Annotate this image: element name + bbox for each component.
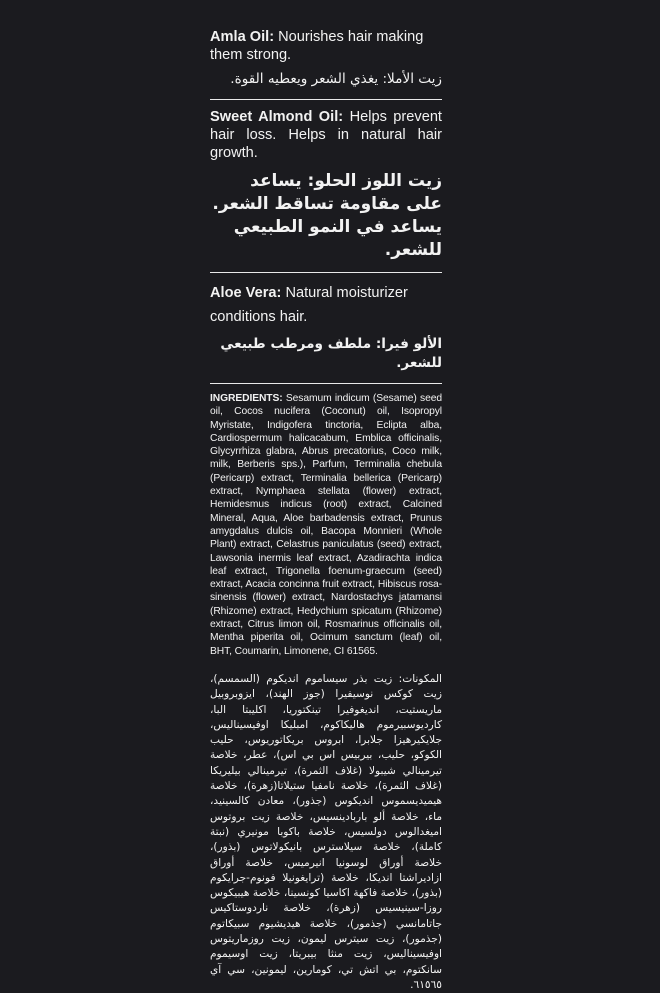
almond-oil-section	[210, 108, 442, 262]
section-divider	[210, 383, 442, 384]
amla-oil-section	[210, 28, 442, 89]
ingredients-list: Sesamum indicum (Sesame) seed oil, Cocos nucifera (Coconut) oil, Isopropyl Myristate, Indigofera tinctoria, Eclipta alba, Cardiospermum halicacabum, Emblica officinalis, Glycyrrhiza glabra, Abrus precatorius, Coco milk, milk, Berberis sps.), Parfum, Terminalia chebula (Pericarp) extract, Terminalia bellerica (Pericarp) extract, Nymphaea stellata (flower) extract, Hemidesmus indicus (root) extract, Calcined Mineral, Aqua, Aloe barbadensis extract, Prunus amygdalus dulcis oil, Bacopa Monnieri (Whole Plant) extract, Celastrus paniculatus (seed) extract, Lawsonia inermis leaf extract, Azadirachta indica leaf extract, Trigonella foenum-graecum (seed) extract, Acacia concinna fruit extract, Hibiscus rosa-sinensis (flower) extract, Nardostachys jatamansi (Rhizome) extract, Hedychium spicatum (Rhizome) extract, Citrus limon oil, Rosmarinus officinalis oil, Mentha piperita oil, Ocimum sanctum (leaf) oil, BHT, Coumarin, Limonene, CI 61565.	[210, 393, 442, 657]
amla-oil-description: Nourishes hair making them strong.	[210, 29, 424, 63]
almond-oil-english	[210, 108, 442, 162]
aloe-vera-name: Aloe Vera:	[210, 285, 282, 301]
ingredients-arabic: المكونات: زيت بذر سيساموم انديكوم (السمسم)، زيت كوكس نوسيفيرا (جوز الهند)، ايزوبروبيل ماريستيت، انديغوفيرا تينكتوريا، اكليبتا البا، كارديوسبيرموم هاليكاكوم، امبليكا اوفيسيناليس، جلايكيرهيزا جلابرا، ابروس بريكاتوريوس، حليب الكوكو، حليب، بيربيس اس بي اس)، عطر، خلاصة تيرمينالي شيبولا (غلاف الثمرة)، تيرمينالي بيليريكا (غلاف الثمرة)، خلاصة نامفيا ستيلاتا(زهرة)، خلاصة هيميديسموس انديكوس (جذور)، معادن كالسينيد، ماء، خلاصة ألو باربادينسيس، خلاصة زيت بروتوس اميغدالوس دولسيس، خلاصة باكوبا مونيري (نبتة كاملة)، خلاصة سيلاسترس بانيكولاتوس (بذور)، خلاصة أوراق لوسونيا انيرميس، خلاصة أوراق ازاديراشتا انديكا، خلاصة (ترايغونيلا فونوم-جرايكوم (بذور)، خلاصة فاكهة اكاسيا كونسينا، خلاصة هيبيكوس روزا-سينيسيس (زهرة)، خلاصة ناردوستاكيس جاتامانسي (جذمور)، خلاصة هيديشيوم سبيكاتوم (جذمور)، زيت سيترس ليمون، زيت روزماريتوس اوفيسيناليس، زيت منثا بيبريتا، زيت اوسيموم سانكتوم، بي اتش تي، كومارين، ليمونين، سي آي ٦١٥٦٥.	[210, 672, 442, 991]
aloe-vera-section	[210, 281, 442, 373]
amla-oil-name: Amla Oil:	[210, 29, 275, 45]
almond-oil-description: Helps prevent hair loss. Helps in natural hair growth.	[210, 109, 442, 161]
aloe-vera-arabic: الألو فيرا: ملطف ومرطب طبيعي للشعر.	[220, 336, 442, 371]
almond-oil-arabic: زيت اللوز الحلو: يساعد على مقاومة تساقط الشعر. يساعد في النمو الطبيعي للشعر.	[212, 171, 442, 260]
section-divider	[210, 99, 442, 100]
ingredients-label: INGREDIENTS:	[210, 393, 283, 404]
aloe-vera-description: Natural moisturizer conditions hair.	[210, 285, 408, 325]
amla-oil-english	[210, 28, 442, 64]
product-label-panel	[210, 28, 442, 991]
amla-oil-arabic: زيت الأملا: يغذي الشعر ويعطيه القوة.	[230, 71, 442, 87]
section-divider	[210, 272, 442, 273]
aloe-vera-english	[210, 281, 442, 329]
almond-oil-name: Sweet Almond Oil:	[210, 109, 344, 125]
ingredients-english	[210, 392, 442, 658]
